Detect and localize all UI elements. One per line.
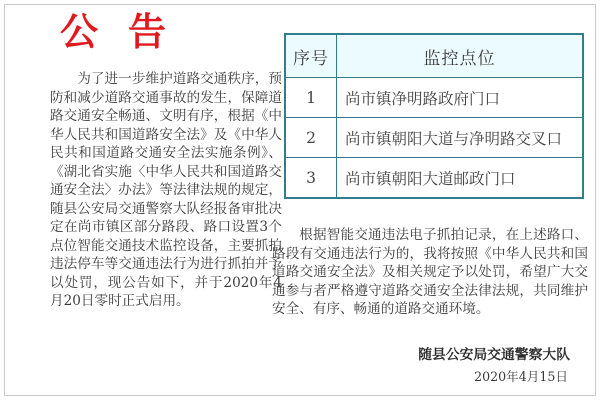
row-no: 3 (285, 158, 337, 199)
row-location: 尚市镇朝阳大道邮政门口 (337, 158, 584, 199)
row-no: 2 (285, 118, 337, 158)
table-row (285, 78, 583, 118)
row-location: 尚市镇净明路政府门口 (337, 78, 584, 118)
header-location: 监控点位 (337, 34, 584, 78)
header-no: 序号 (285, 34, 337, 78)
monitor-table (284, 33, 584, 199)
table-row (285, 118, 583, 158)
table-header-row (285, 34, 583, 78)
notice-title: 公告 (60, 10, 197, 54)
signature-organization: 随县公安局交通警察大队 (418, 347, 570, 363)
row-no: 1 (285, 78, 337, 118)
notice-body-left: 为了进一步维护道路交通秩序，预防和减少道路交通事故的发生，保障道路交通安全畅通、文明有序，根据《中华人民共和国道路安全法》及《中华人民共和国道路交通安全法实施条例》、《湖北省实施〈中华人民共和国道路交通安全法〉办法》等法律法规的规定，随县公安局交通警察大队经报备审批决定在尚市镇区部分路段、路口设置3个点位智能交通技术监控设备，主要抓拍违法停车等交通违法行为进行抓拍并予以处罚，现公告如下，并于2020年4月20日零时正式启用。 (50, 71, 282, 309)
notice-body-right: 根据智能交通违法电子抓拍记录，在上述路口、路段有交通违法行为的，我将按照《中华人民共和国道路交通安全法》及相关规定予以处罚，希望广大交通参与者严格遵守道路交通安全法律法规，共同维护安全、有序、畅通的道路交通环境。 (272, 227, 588, 317)
table-row (285, 158, 583, 199)
row-location: 尚市镇朝阳大道与净明路交叉口 (337, 118, 584, 158)
signature-date: 2020年4月15日 (474, 369, 568, 384)
